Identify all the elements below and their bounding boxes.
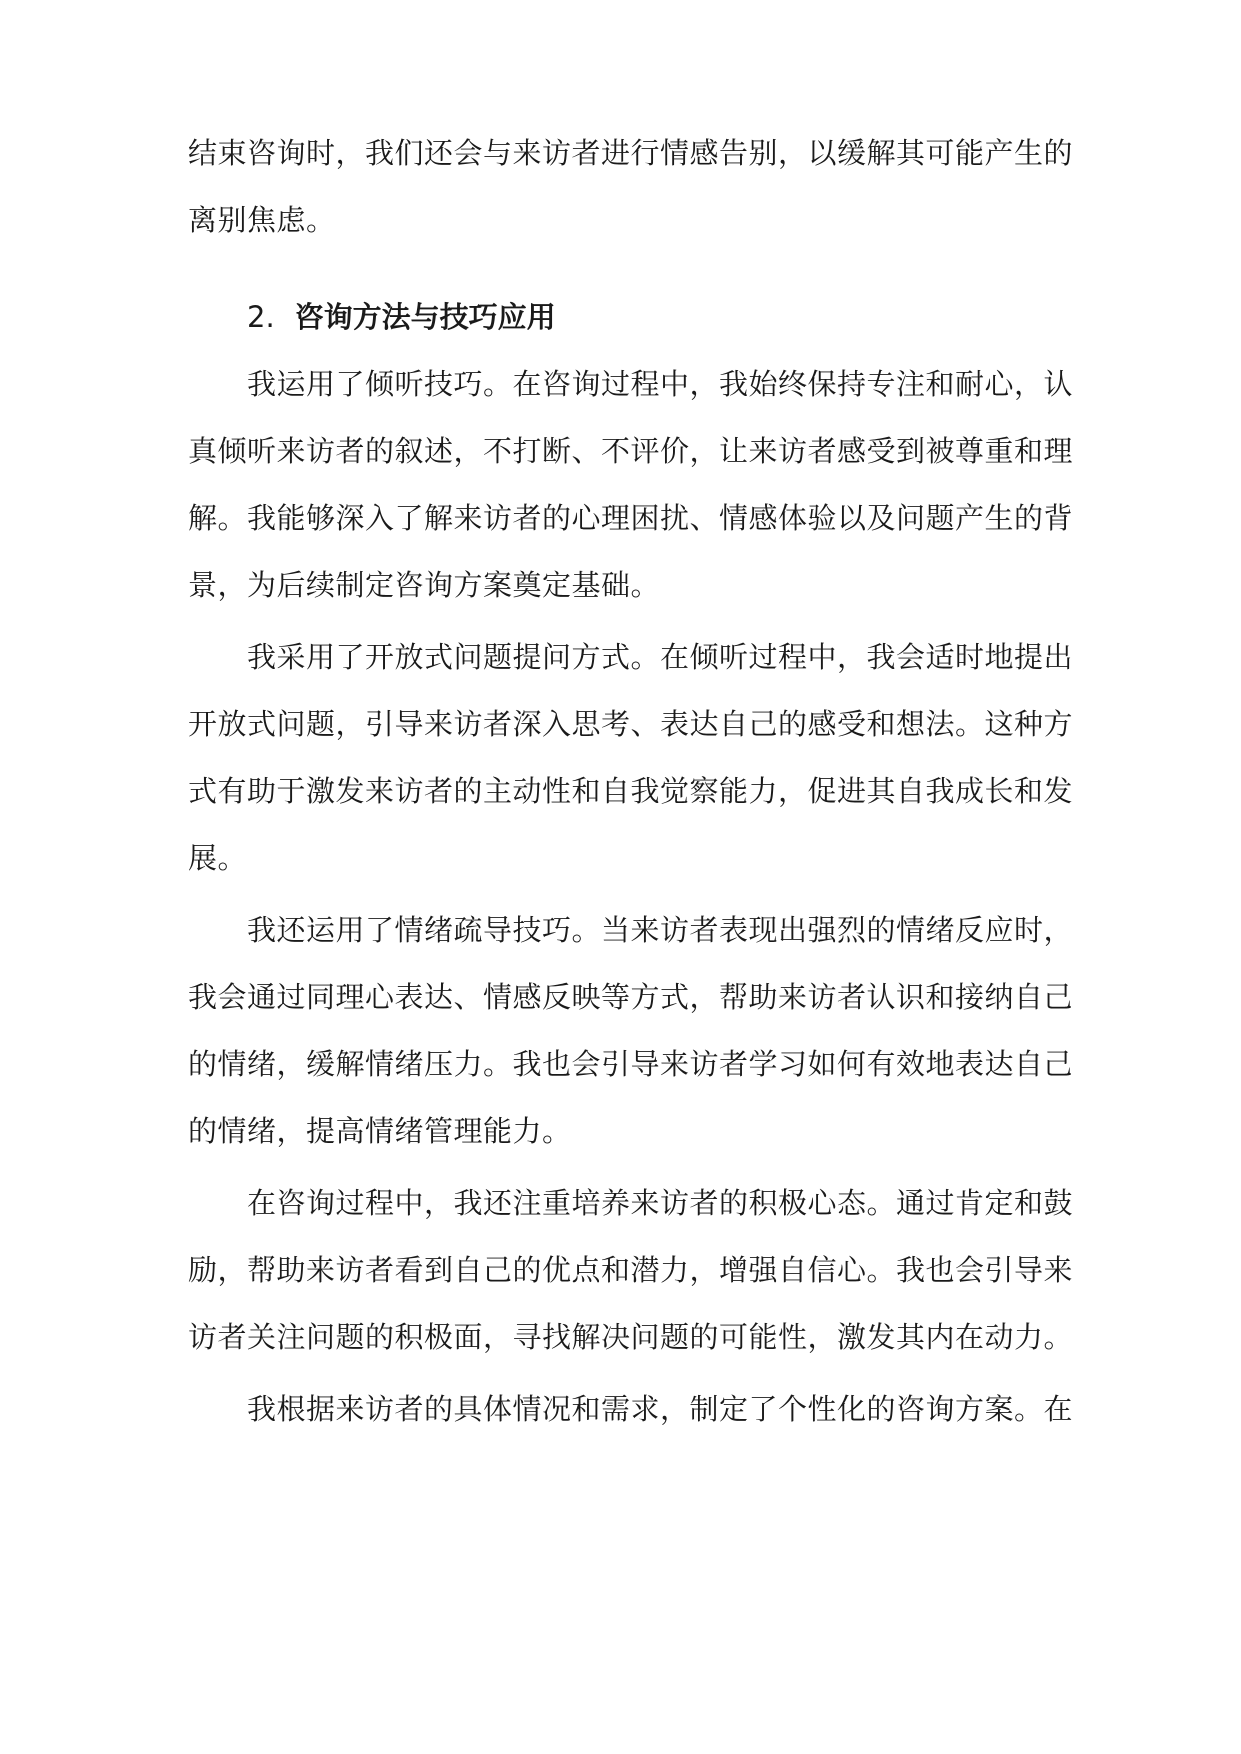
section-heading — [247, 297, 556, 337]
text-line: 离别焦虑。 — [188, 203, 336, 237]
paragraph-first-line: 我根据来访者的具体情况和需求，制定了个性化的咨询方案。在 — [247, 1392, 1074, 1426]
text-line: 开放式问题，引导来访者深入思考、表达自己的感受和想法。这种方 — [188, 707, 1074, 741]
text-line: 展。 — [188, 841, 248, 875]
text-line: 式有助于激发来访者的主动性和自我觉察能力，促进其自我成长和发 — [188, 774, 1074, 808]
text-line: 的情绪，提高情绪管理能力。 — [188, 1114, 572, 1148]
text-line: 的情绪，缓解情绪压力。我也会引导来访者学习如何有效地表达自己 — [188, 1047, 1074, 1081]
paragraph-first-line: 我运用了倾听技巧。在咨询过程中，我始终保持专注和耐心，认 — [247, 367, 1074, 401]
text-line: 结束咨询时，我们还会与来访者进行情感告别，以缓解其可能产生的 — [188, 136, 1074, 170]
paragraph-first-line: 我还运用了情绪疏导技巧。当来访者表现出强烈的情绪反应时， — [247, 913, 1074, 947]
section-title: 咨询方法与技巧应用 — [294, 300, 556, 334]
section-number: 2. — [247, 300, 275, 334]
text-line: 励，帮助来访者看到自己的优点和潜力，增强自信心。我也会引导来 — [188, 1253, 1074, 1287]
paragraph-first-line: 我采用了开放式问题提问方式。在倾听过程中，我会适时地提出 — [247, 640, 1074, 674]
paragraph-first-line: 在咨询过程中，我还注重培养来访者的积极心态。通过肯定和鼓 — [247, 1186, 1074, 1220]
text-line: 我会通过同理心表达、情感反映等方式，帮助来访者认识和接纳自己 — [188, 980, 1074, 1014]
text-line: 真倾听来访者的叙述，不打断、不评价，让来访者感受到被尊重和理 — [188, 434, 1074, 468]
text-line: 访者关注问题的积极面，寻找解决问题的可能性，激发其内在动力。 — [188, 1320, 1074, 1354]
text-line: 景，为后续制定咨询方案奠定基础。 — [188, 568, 661, 602]
text-line: 解。我能够深入了解来访者的心理困扰、情感体验以及问题产生的背 — [188, 501, 1074, 535]
